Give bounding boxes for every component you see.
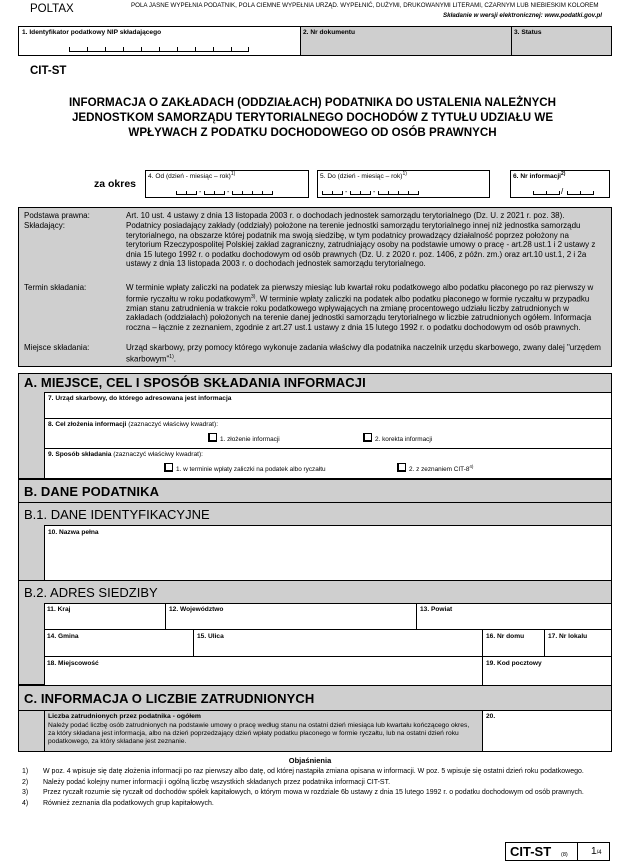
footer-form-code-box (505, 842, 610, 861)
fill-instruction: POLA JASNE WYPEŁNIA PODATNIK, POLA CIEMNE WYPEŁNIA URZĄD. WYPEŁNIĆ, DUŻYMI, DRUKOWANYMI LITERAMI, CZARNYM LUB NIEBIESKIM KOLOREM (131, 2, 599, 9)
footnote-item: 4) Również zeznania dla podatkowych grup kapitałowych. (22, 799, 214, 807)
form-code: CIT-ST (30, 65, 67, 77)
doc-number-label: 2. Nr dokumentu (303, 29, 356, 36)
tax-office-field[interactable] (44, 392, 611, 418)
section-b2-title: B.2. ADRES SIEDZIBY (24, 585, 158, 600)
legal-basis-term: Podstawa prawna: (24, 211, 90, 220)
date-from-field[interactable]: 4. Od (dzień - miesiąc – rok)$^{1)}$ - - (145, 170, 309, 198)
footnote-item: 2) Należy podać kolejny numer informacji i ogólną liczbę wszystkich składanych przez podatnika informacji CIT-ST. (22, 778, 391, 786)
date-to-field[interactable]: 5. Do (dzień - miesiąc – rok)$^{1)}$ - - (317, 170, 490, 198)
method-option-advance[interactable]: 1. w terminie wpłaty zaliczki na podatek albo ryczałtu (164, 463, 326, 473)
city-label: 18. Miejscowość (47, 660, 99, 667)
form-title: INFORMACJA O ZAKŁADACH (ODDZIAŁACH) PODATNIKA DO USTALENIA NALEŻNYCH JEDNOSTKOM SAMORZĄDU TERYTORIALNEGO DOCHODÓW Z TYTUŁU UDZIAŁU WE WPŁYWACH Z PODATKU DOCHODOWEGO OD OSÓB PRAWNYCH (68, 96, 557, 139)
municipality-field[interactable] (44, 630, 193, 656)
place-text: Urząd skarbowy, przy pomocy którego wykonuje zadania właściwy dla podatnika naczelnik urzędu skarbowego, zwany dalej "urzędem skarbowym"$^{1)}$. (126, 343, 601, 364)
tax-office-label: 7. Urząd skarbowy, do którego adresowana jest informacja (48, 395, 232, 402)
date-to-label: 5. Do (dzień - miesiąc – rok) (320, 173, 403, 181)
section-b1-title: B.1. DANE IDENTYFIKACYJNE (24, 507, 210, 522)
country-field[interactable] (44, 603, 165, 629)
legal-basis-text: Art. 10 ust. 4 ustawy z dnia 13 listopada 2003 r. o dochodach jednostek samorządu terytorialnego (Dz. U. z 2021 r. poz. 38). (126, 211, 565, 220)
submitter-text: Podatnicy posiadający zakłady (oddziały) położone na terenie jednostki samorządu terytorialnego innej niż jednostka samorządu terytorialnego, na obszarze której podatnik ma swoją siedzibę, w tym podatnicy prowadzący działalność poprzez położony na terytorium Rzeczypospolitej Polskiej zakład zagraniczny, zatrudniający osoby na podstawie umowy o pracę - art.28 ust.1 i 2 ustawy z dnia 15 lutego 1992 r. o podatku dochodowym od osób prawnych (Dz. U. z 2020 r. poz. 1406, z późn. zm.) oraz art.10 ust.1, 2 i 2a ustawy z dnia 13 listopada 2003 r. o dochodach jednostek samorządu terytorialnego. (126, 221, 596, 269)
footnote-item: 1) W poz. 4 wpisuje się datę złożenia informacji po raz pierwszy albo datę, od której nastąpiła zmiana opisana w informacji. W poz. 5 wpisuje się ostatni dzień roku podatkowego. (22, 768, 584, 775)
county-field[interactable] (417, 603, 611, 629)
checkbox-icon[interactable] (363, 433, 372, 442)
employees-count-field[interactable] (482, 711, 611, 751)
postal-code-field[interactable] (483, 657, 611, 685)
footnotes-title: Objaśnienia (288, 756, 332, 765)
place-term: Miejsce składania: (24, 343, 90, 352)
nip-label: 1. Identyfikator podatkowy NIP składającego (22, 29, 162, 36)
country-label: 11. Kraj (47, 606, 71, 613)
checkbox-icon[interactable] (397, 463, 406, 472)
postal-code-label: 19. Kod pocztowy (486, 660, 542, 667)
info-number-field[interactable] (510, 170, 610, 198)
deadline-term: Termin składania: (24, 283, 87, 292)
checkbox-icon[interactable] (208, 433, 217, 442)
nip-boxes (69, 46, 249, 52)
county-label: 13. Powiat (420, 606, 453, 613)
full-name-field[interactable] (44, 525, 611, 580)
deadline-text: W terminie wpłaty zaliczki na podatek za pierwszy miesiąc lub kwartał roku podatkowego albo podatku płaconego po raz pierwszy w formie ryczałtu w roku podatkowym$^{3)}$. W terminie wpłaty zaliczki na podatek albo podatku płaconego w formie ryczałtu w przypadku zmian stanu zatrudnienia w trakcie roku podatkowego wpływających na zmianę procentowego udziału liczby zatrudnionych w zakładach (oddziałach) położonych na terenie danej jednostki samorządu terytorialnego w liczbie zatrudnionych ogółem. Informacja roczna – łącznie z zeznaniem, zgodnie z art.27 ust.1 ustawy z dnia 15 lutego 1992 r. o podatku dochodowym od osób prawnych. (126, 283, 594, 333)
full-name-label: 10. Nazwa pełna (48, 529, 99, 536)
method-label: 9. Sposób składania (48, 451, 112, 458)
voivodeship-field[interactable] (166, 603, 416, 629)
period-label: za okres (94, 178, 137, 190)
poltax-logo: POLTAX (30, 3, 74, 15)
info-number-sup: 2) (561, 171, 566, 177)
nip-field[interactable] (19, 27, 300, 55)
purpose-label: 8. Cel złożenia informacji (48, 421, 127, 428)
electronic-filing-note: Składanie w wersji elektronicznej: www.podatki.gov.pl (443, 12, 602, 19)
footer-page-number: 1/4 (591, 846, 602, 857)
apartment-number-label: 17. Nr lokalu (548, 633, 588, 640)
footnote-list (22, 768, 610, 808)
checkbox-icon[interactable] (164, 463, 173, 472)
street-field[interactable] (194, 630, 482, 656)
section-c-title: C. INFORMACJA O LICZBIE ZATRUDNIONYCH (24, 691, 315, 706)
house-number-label: 16. Nr domu (486, 633, 525, 640)
street-label: 15. Ulica (197, 633, 224, 640)
purpose-option-submit[interactable]: 1. złożenie informacji (208, 433, 280, 443)
footer-version: (8) (561, 852, 568, 858)
city-field[interactable] (44, 657, 482, 685)
section-a-title: A. MIEJSCE, CEL I SPOSÓB SKŁADANIA INFORMACJI (24, 375, 366, 390)
municipality-label: 14. Gmina (47, 633, 79, 640)
purpose-option-correction[interactable]: 2. korekta informacji (363, 433, 432, 443)
section-b-title: B. DANE PODATNIKA (24, 484, 160, 499)
status-label: 3. Status (514, 29, 542, 36)
info-number-separator: / (561, 187, 564, 196)
apartment-number-field[interactable] (545, 630, 611, 656)
purpose-field: 8. Cel złożenia informacji (zaznaczyć właściwy kwadrat): 1. złożenie informacji 2. korekta informacji (44, 418, 611, 448)
date-from-sup: 1) (230, 171, 236, 177)
house-number-field[interactable] (483, 630, 544, 656)
info-number-label: 6. Nr informacji (513, 173, 562, 181)
submitter-term: Składający: (24, 221, 65, 230)
method-option-cit8[interactable]: 2. z zeznaniem CIT-8$^{4)}$ (397, 463, 473, 473)
employees-description (44, 711, 482, 751)
footnote-item: 3) Przez ryczałt rozumie się ryczałt od dochodów spółek kapitałowych, o którym mowa w rozdziale 6b ustawy z dnia 15 lutego 1992 r. o podatku dochodowym od osób prawnych. (22, 789, 584, 797)
date-to-sup: 1) (402, 171, 407, 177)
voivodeship-label: 12. Województwo (169, 606, 224, 613)
date-from-label: 4. Od (dzień - miesiąc – rok) (148, 173, 231, 181)
submission-method-field: 9. Sposób składania (zaznaczyć właściwy kwadrat): 1. w terminie wpłaty zaliczki na podatek albo ryczałtu 2. z zeznaniem CIT-8$^{4)}$ (44, 448, 611, 478)
employees-desc-text: Należy podać liczbę osób zatrudnionych na podstawie umowy o pracę według stanu na ostatni dzień miesiąca lub kwartału kończącego okres, za który składana jest informacja, albo na dzień poprzedzający dzień wpłaty podatku płaconego w formie ryczałtu, lub na ostatni dzień roku podatkowego, za który składane jest zeznanie. (48, 722, 470, 746)
footer-form-code: CIT-ST (510, 844, 552, 859)
employees-heading: Liczba zatrudnionych przez podatnika - ogółem (48, 713, 201, 720)
employees-count-label: 20. (486, 713, 496, 720)
